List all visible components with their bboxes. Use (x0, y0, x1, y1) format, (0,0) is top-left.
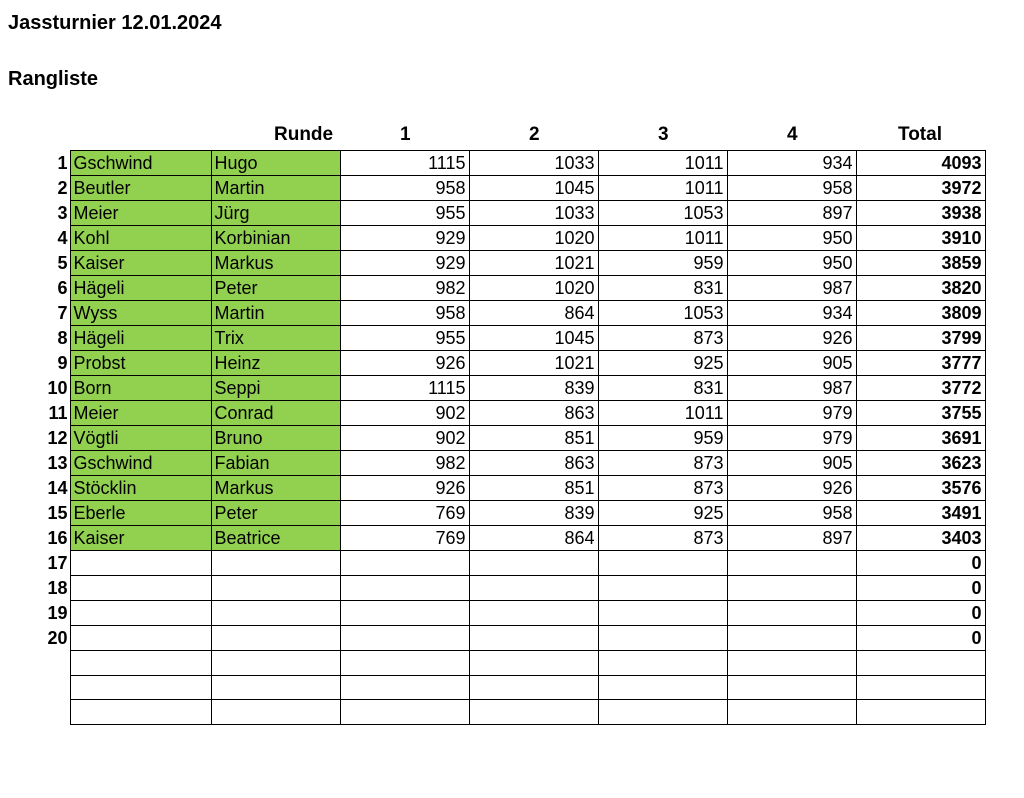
rank-cell: 3 (57, 203, 68, 223)
table-row (0, 626, 985, 651)
round-1-score (340, 601, 469, 626)
last-name-cell: Eberle (70, 501, 211, 526)
first-name-cell: Jürg (211, 201, 340, 226)
first-name-cell (211, 651, 340, 676)
first-name-cell (211, 700, 340, 725)
table-row (0, 251, 985, 276)
round-1-score: 902 (340, 426, 469, 451)
table-row (0, 301, 985, 326)
last-name-cell (70, 576, 211, 601)
last-name-cell (70, 551, 211, 576)
round-4-score (727, 651, 856, 676)
round-2-score (469, 576, 598, 601)
last-name-cell (70, 601, 211, 626)
last-name-cell: Kohl (70, 226, 211, 251)
first-name-cell (211, 675, 340, 700)
column-header-row (0, 122, 1024, 148)
round-1-score (340, 675, 469, 700)
table-row (0, 326, 985, 351)
total-score: 3403 (856, 526, 985, 551)
round-4-score: 897 (727, 201, 856, 226)
round-3-score (598, 601, 727, 626)
rank-cell: 5 (57, 253, 68, 273)
round-4-score: 987 (727, 376, 856, 401)
first-name-cell: Peter (211, 276, 340, 301)
round-1-score (340, 576, 469, 601)
last-name-cell: Beutler (70, 176, 211, 201)
rank-cell: 11 (48, 403, 68, 423)
total-score: 3691 (856, 426, 985, 451)
round-1-score: 958 (340, 301, 469, 326)
round-2-score: 864 (469, 301, 598, 326)
total-score: 4093 (856, 151, 985, 176)
header-round-2: 2 (529, 124, 540, 145)
first-name-cell: Conrad (211, 401, 340, 426)
round-3-score: 1011 (598, 176, 727, 201)
round-3-score: 925 (598, 501, 727, 526)
round-2-score: 1045 (469, 326, 598, 351)
round-3-score: 1053 (598, 301, 727, 326)
round-4-score: 934 (727, 151, 856, 176)
round-3-score: 959 (598, 251, 727, 276)
round-4-score: 950 (727, 226, 856, 251)
first-name-cell: Trix (211, 326, 340, 351)
total-score (856, 675, 985, 700)
first-name-cell (211, 551, 340, 576)
rank-cell: 18 (47, 578, 68, 598)
rank-cell: 10 (47, 378, 68, 398)
total-score: 0 (856, 576, 985, 601)
round-2-score: 1033 (469, 151, 598, 176)
rank-cell: 13 (47, 453, 68, 473)
total-score: 3623 (856, 451, 985, 476)
round-2-score: 863 (469, 401, 598, 426)
total-score: 3972 (856, 176, 985, 201)
round-2-score: 851 (469, 426, 598, 451)
round-1-score: 1115 (340, 151, 469, 176)
round-1-score: 929 (340, 226, 469, 251)
rank-cell: 14 (47, 478, 68, 498)
round-4-score: 905 (727, 451, 856, 476)
last-name-cell: Gschwind (70, 451, 211, 476)
first-name-cell: Bruno (211, 426, 340, 451)
round-2-score: 1020 (469, 276, 598, 301)
header-round-4: 4 (787, 124, 798, 145)
first-name-cell (211, 626, 340, 651)
round-4-score (727, 675, 856, 700)
round-4-score (727, 626, 856, 651)
total-score: 3755 (856, 401, 985, 426)
rank-cell: 16 (47, 528, 68, 548)
last-name-cell: Vögtli (70, 426, 211, 451)
round-3-score: 1011 (598, 151, 727, 176)
table-row (0, 601, 985, 626)
header-round-3: 3 (658, 124, 669, 145)
round-1-score: 769 (340, 526, 469, 551)
round-2-score: 864 (469, 526, 598, 551)
last-name-cell: Hägeli (70, 326, 211, 351)
round-3-score (598, 651, 727, 676)
rank-cell (0, 675, 70, 700)
round-1-score: 955 (340, 201, 469, 226)
table-row (0, 226, 985, 251)
table-row (0, 576, 985, 601)
table-row (0, 551, 985, 576)
round-2-score: 1021 (469, 351, 598, 376)
round-2-score (469, 675, 598, 700)
table-row (0, 675, 985, 700)
round-4-score: 905 (727, 351, 856, 376)
round-2-score: 839 (469, 501, 598, 526)
first-name-cell: Martin (211, 301, 340, 326)
round-1-score: 769 (340, 501, 469, 526)
round-2-score: 839 (469, 376, 598, 401)
round-1-score: 902 (340, 401, 469, 426)
round-1-score: 982 (340, 451, 469, 476)
round-3-score: 925 (598, 351, 727, 376)
rank-cell: 7 (57, 303, 68, 323)
total-score: 3859 (856, 251, 985, 276)
round-4-score: 926 (727, 476, 856, 501)
round-1-score (340, 551, 469, 576)
round-3-score: 1011 (598, 401, 727, 426)
table-row (0, 700, 985, 725)
round-1-score: 955 (340, 326, 469, 351)
round-2-score (469, 551, 598, 576)
round-4-score: 897 (727, 526, 856, 551)
total-score: 0 (856, 551, 985, 576)
table-row (0, 151, 985, 176)
round-3-score: 1011 (598, 226, 727, 251)
round-1-score: 926 (340, 476, 469, 501)
round-3-score: 959 (598, 426, 727, 451)
first-name-cell: Heinz (211, 351, 340, 376)
total-score: 3809 (856, 301, 985, 326)
round-3-score: 873 (598, 526, 727, 551)
rank-cell: 6 (57, 278, 68, 298)
ranking-table (0, 150, 986, 725)
total-score (856, 651, 985, 676)
round-3-score: 831 (598, 276, 727, 301)
rank-cell (0, 651, 70, 676)
rank-cell: 4 (57, 228, 68, 248)
table-row (0, 351, 985, 376)
total-score: 3576 (856, 476, 985, 501)
first-name-cell (211, 601, 340, 626)
round-1-score: 926 (340, 351, 469, 376)
rank-cell: 19 (47, 603, 68, 623)
total-score: 0 (856, 601, 985, 626)
last-name-cell (70, 675, 211, 700)
round-3-score (598, 700, 727, 725)
total-score: 3777 (856, 351, 985, 376)
table-row (0, 176, 985, 201)
round-3-score (598, 626, 727, 651)
round-3-score (598, 675, 727, 700)
round-2-score: 1021 (469, 251, 598, 276)
header-round-1: 1 (400, 124, 411, 145)
first-name-cell: Korbinian (211, 226, 340, 251)
total-score: 3772 (856, 376, 985, 401)
round-4-score: 934 (727, 301, 856, 326)
round-1-score: 958 (340, 176, 469, 201)
round-1-score (340, 700, 469, 725)
last-name-cell: Stöcklin (70, 476, 211, 501)
table-row (0, 201, 985, 226)
round-1-score: 982 (340, 276, 469, 301)
document-title: Jassturnier 12.01.2024 (8, 12, 222, 34)
round-4-score: 987 (727, 276, 856, 301)
table-row (0, 276, 985, 301)
rank-cell: 20 (47, 628, 68, 648)
round-4-score: 958 (727, 501, 856, 526)
header-total: Total (898, 124, 942, 145)
rank-cell: 17 (47, 553, 68, 573)
rank-cell: 8 (57, 328, 68, 348)
first-name-cell: Markus (211, 251, 340, 276)
round-3-score: 1053 (598, 201, 727, 226)
last-name-cell: Hägeli (70, 276, 211, 301)
round-4-score: 979 (727, 401, 856, 426)
round-2-score (469, 700, 598, 725)
table-row (0, 451, 985, 476)
last-name-cell: Kaiser (70, 251, 211, 276)
round-4-score: 926 (727, 326, 856, 351)
round-3-score (598, 551, 727, 576)
total-score (856, 700, 985, 725)
first-name-cell: Seppi (211, 376, 340, 401)
round-2-score: 1045 (469, 176, 598, 201)
total-score: 3491 (856, 501, 985, 526)
total-score: 3820 (856, 276, 985, 301)
round-4-score (727, 551, 856, 576)
first-name-cell: Fabian (211, 451, 340, 476)
first-name-cell: Peter (211, 501, 340, 526)
first-name-cell: Hugo (211, 151, 340, 176)
header-runde: Runde (274, 124, 334, 145)
table-row (0, 651, 985, 676)
last-name-cell: Born (70, 376, 211, 401)
table-row (0, 401, 985, 426)
first-name-cell: Martin (211, 176, 340, 201)
rank-cell: 9 (57, 353, 68, 373)
rank-cell: 1 (57, 153, 68, 173)
total-score: 3938 (856, 201, 985, 226)
round-2-score: 1020 (469, 226, 598, 251)
round-2-score: 863 (469, 451, 598, 476)
round-1-score (340, 651, 469, 676)
total-score: 3910 (856, 226, 985, 251)
last-name-cell (70, 651, 211, 676)
last-name-cell: Meier (70, 201, 211, 226)
round-3-score: 831 (598, 376, 727, 401)
rank-cell: 2 (57, 178, 68, 198)
last-name-cell: Probst (70, 351, 211, 376)
round-1-score: 929 (340, 251, 469, 276)
total-score: 3799 (856, 326, 985, 351)
round-3-score: 873 (598, 451, 727, 476)
round-1-score (340, 626, 469, 651)
round-3-score: 873 (598, 326, 727, 351)
round-2-score (469, 626, 598, 651)
last-name-cell: Meier (70, 401, 211, 426)
table-row (0, 501, 985, 526)
round-2-score (469, 651, 598, 676)
rank-cell: 12 (47, 428, 68, 448)
first-name-cell: Markus (211, 476, 340, 501)
round-4-score (727, 601, 856, 626)
round-4-score: 958 (727, 176, 856, 201)
round-2-score (469, 601, 598, 626)
round-3-score (598, 576, 727, 601)
round-4-score (727, 700, 856, 725)
round-3-score: 873 (598, 476, 727, 501)
table-row (0, 476, 985, 501)
rank-cell: 15 (47, 503, 68, 523)
table-row (0, 526, 985, 551)
section-title: Rangliste (8, 68, 99, 90)
rank-cell (0, 700, 70, 725)
round-4-score: 979 (727, 426, 856, 451)
round-2-score: 851 (469, 476, 598, 501)
last-name-cell: Wyss (70, 301, 211, 326)
round-2-score: 1033 (469, 201, 598, 226)
round-4-score: 950 (727, 251, 856, 276)
last-name-cell (70, 700, 211, 725)
table-row (0, 376, 985, 401)
round-4-score (727, 576, 856, 601)
last-name-cell: Gschwind (70, 151, 211, 176)
total-score: 0 (856, 626, 985, 651)
first-name-cell (211, 576, 340, 601)
round-1-score: 1115 (340, 376, 469, 401)
table-row (0, 426, 985, 451)
first-name-cell: Beatrice (211, 526, 340, 551)
last-name-cell (70, 626, 211, 651)
last-name-cell: Kaiser (70, 526, 211, 551)
